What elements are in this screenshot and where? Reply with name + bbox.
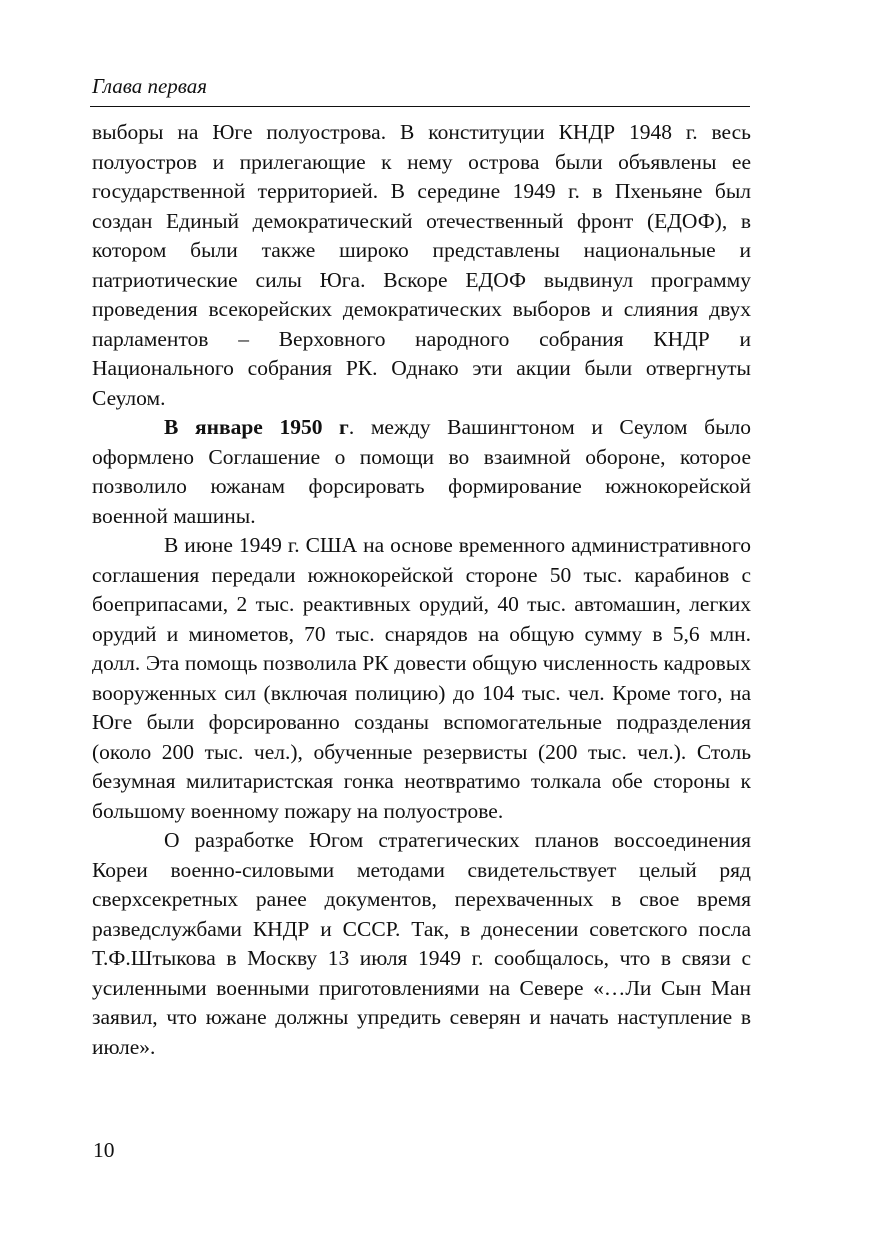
body-text: [92, 118, 751, 1062]
paragraph-2-lead-bold: В январе 1950 г: [164, 415, 349, 439]
paragraph-4: О разработке Югом стратегических планов воссоединения Кореи военно-силовыми методами свидетельствует целый ряд сверхсекретных ранее документов, перехваченных в свое время разведслужбами КНДР и СССР. Так, в донесении советского посла Т.Ф.Штыкова в Москву 13 июля 1949 г. сообщалось, что в связи с усиленными военными приготовлениями на Севере «…Ли Сын Ман заявил, что южане должны упредить северян и начать наступление в июле».: [92, 828, 751, 1059]
paragraph-1: выборы на Юге полуострова. В конституции КНДР 1948 г. весь полуостров и прилегающие к нему острова были объявлены ее государственной территорией. В середине 1949 г. в Пхеньяне был создан Единый демократический отечественный фронт (ЕДОФ), в котором были также широко представлены национальные и патриотические силы Юга. Вскоре ЕДОФ выдвинул программу проведения всекорейских демократических выборов и слияния двух парламентов – Верховного народного собрания КНДР и Национального собрания РК. Однако эти акции были отвергнуты Сеулом.: [92, 120, 751, 410]
page-number: 10: [93, 1138, 115, 1162]
header-rule: [90, 106, 750, 107]
paragraph-3: В июне 1949 г. США на основе временного административного соглашения передали южнокорейской стороне 50 тыс. карабинов с боеприпасами, 2 тыс. реактивных орудий, 40 тыс. автомашин, легких орудий и минометов, 70 тыс. снарядов на общую сумму в 5,6 млн. долл. Эта помощь позволила РК довести общую численность кадровых вооруженных сил (включая полицию) до 104 тыс. чел. Кроме того, на Юге были форсированно созданы вспомогательные подразделения (около 200 тыс. чел.), обученные резервисты (200 тыс. чел.). Столь безумная милитаристская гонка неотвратимо толкала обе стороны к большому военному пожару на полуострове.: [92, 533, 751, 823]
running-head: Глава первая: [92, 74, 208, 98]
paragraph-2: [92, 413, 751, 531]
paragraph-2-text: . между Вашингтоном и Сеулом было оформлено Соглашение о помощи во взаимной обороне, которое позволило южанам форсировать формирование южнокорейской военной машины.: [92, 415, 752, 528]
